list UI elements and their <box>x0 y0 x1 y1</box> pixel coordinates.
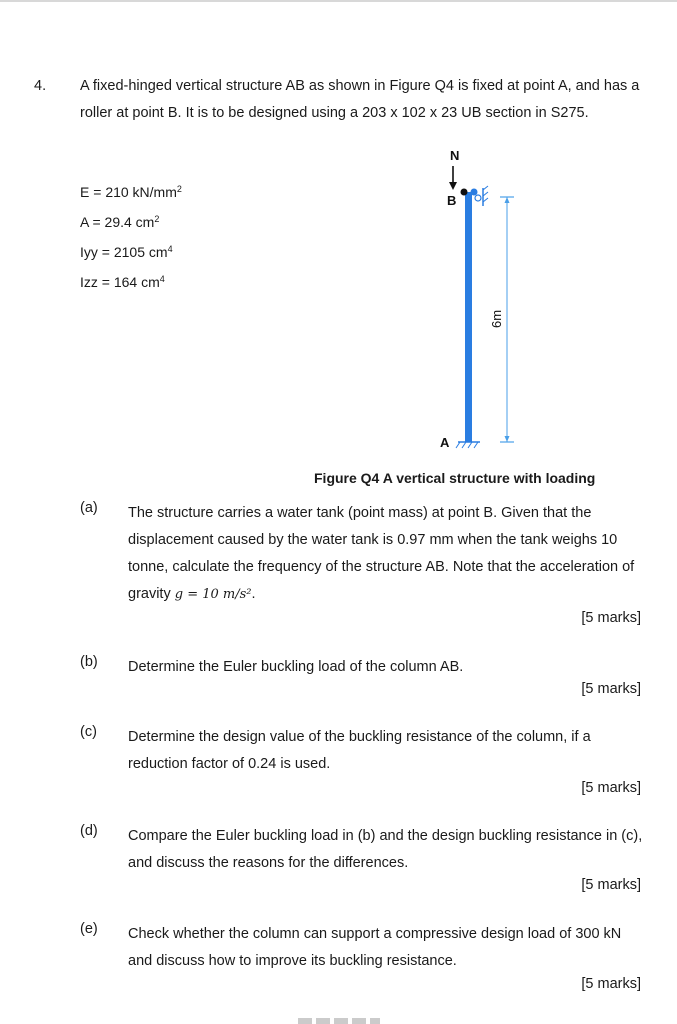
roller-wheel <box>475 195 481 201</box>
part-e-label: (e) <box>80 921 98 937</box>
page-footer-fragment <box>298 1018 380 1024</box>
part-d-text: Compare the Euler buckling load in (b) and the design buckling resistance in (c), and discuss the reasons for the differences. <box>128 828 643 871</box>
figure-q4-diagram <box>420 140 540 460</box>
roller-b <box>471 189 478 196</box>
part-b-text: Determine the Euler buckling load of the column AB. <box>128 659 464 675</box>
point-b-label: B <box>447 193 457 208</box>
page-top-edge <box>0 0 677 2</box>
section-properties <box>80 176 182 296</box>
part-b-marks: [5 marks] <box>581 681 641 697</box>
part-a-marks: [5 marks] <box>581 610 641 626</box>
property-e: E = 210 $kN/mm^2$ <box>80 184 182 200</box>
part-a-text: The structure carries a water tank (point mass) at point B. Given that the displacement caused by the water tank is 0.97 mm when the tank weighs 10 tonne, calculate the frequency of the structure AB. Note that the acceleration of gravity g = 10 m/s². <box>128 505 635 602</box>
hinge-node-b <box>461 189 468 196</box>
part-c-marks: [5 marks] <box>581 780 641 796</box>
property-iyy: Iyy = 2105 $cm^4$ <box>80 244 173 260</box>
part-d-marks: [5 marks] <box>581 877 641 893</box>
question-number: 4. <box>34 78 47 94</box>
part-e-marks: [5 marks] <box>581 976 641 992</box>
load-label: N <box>450 148 460 163</box>
property-a: A = 29.4 $cm^2$ <box>80 214 160 230</box>
part-c-text: Determine the design value of the buckling resistance of the column, if a reduction factor of 0.24 is used. <box>128 729 591 772</box>
property-izz: Izz = 164 $cm^4$ <box>80 274 165 290</box>
part-b-label: (b) <box>80 654 98 670</box>
point-a-label: A <box>440 435 450 450</box>
part-a-label: (a) <box>80 500 98 516</box>
part-d-label: (d) <box>80 823 98 839</box>
part-e-text: Check whether the column can support a compressive design load of 300 kN and discuss how to improve its buckling resistance. <box>128 926 622 969</box>
load-arrow-head <box>449 182 457 190</box>
part-c-label: (c) <box>80 724 97 740</box>
dimension-label: 6m <box>489 309 504 328</box>
column-ab <box>465 192 472 442</box>
gravity-formula: g = 10 m/s² <box>174 587 252 602</box>
figure-caption: Figure Q4 A vertical structure with loading <box>314 470 596 486</box>
question-intro: A fixed-hinged vertical structure AB as shown in Figure Q4 is fixed at point A, and has a roller at point B. It is to be designed using a 203 x 102 x 23 UB section in S275. <box>80 78 640 121</box>
